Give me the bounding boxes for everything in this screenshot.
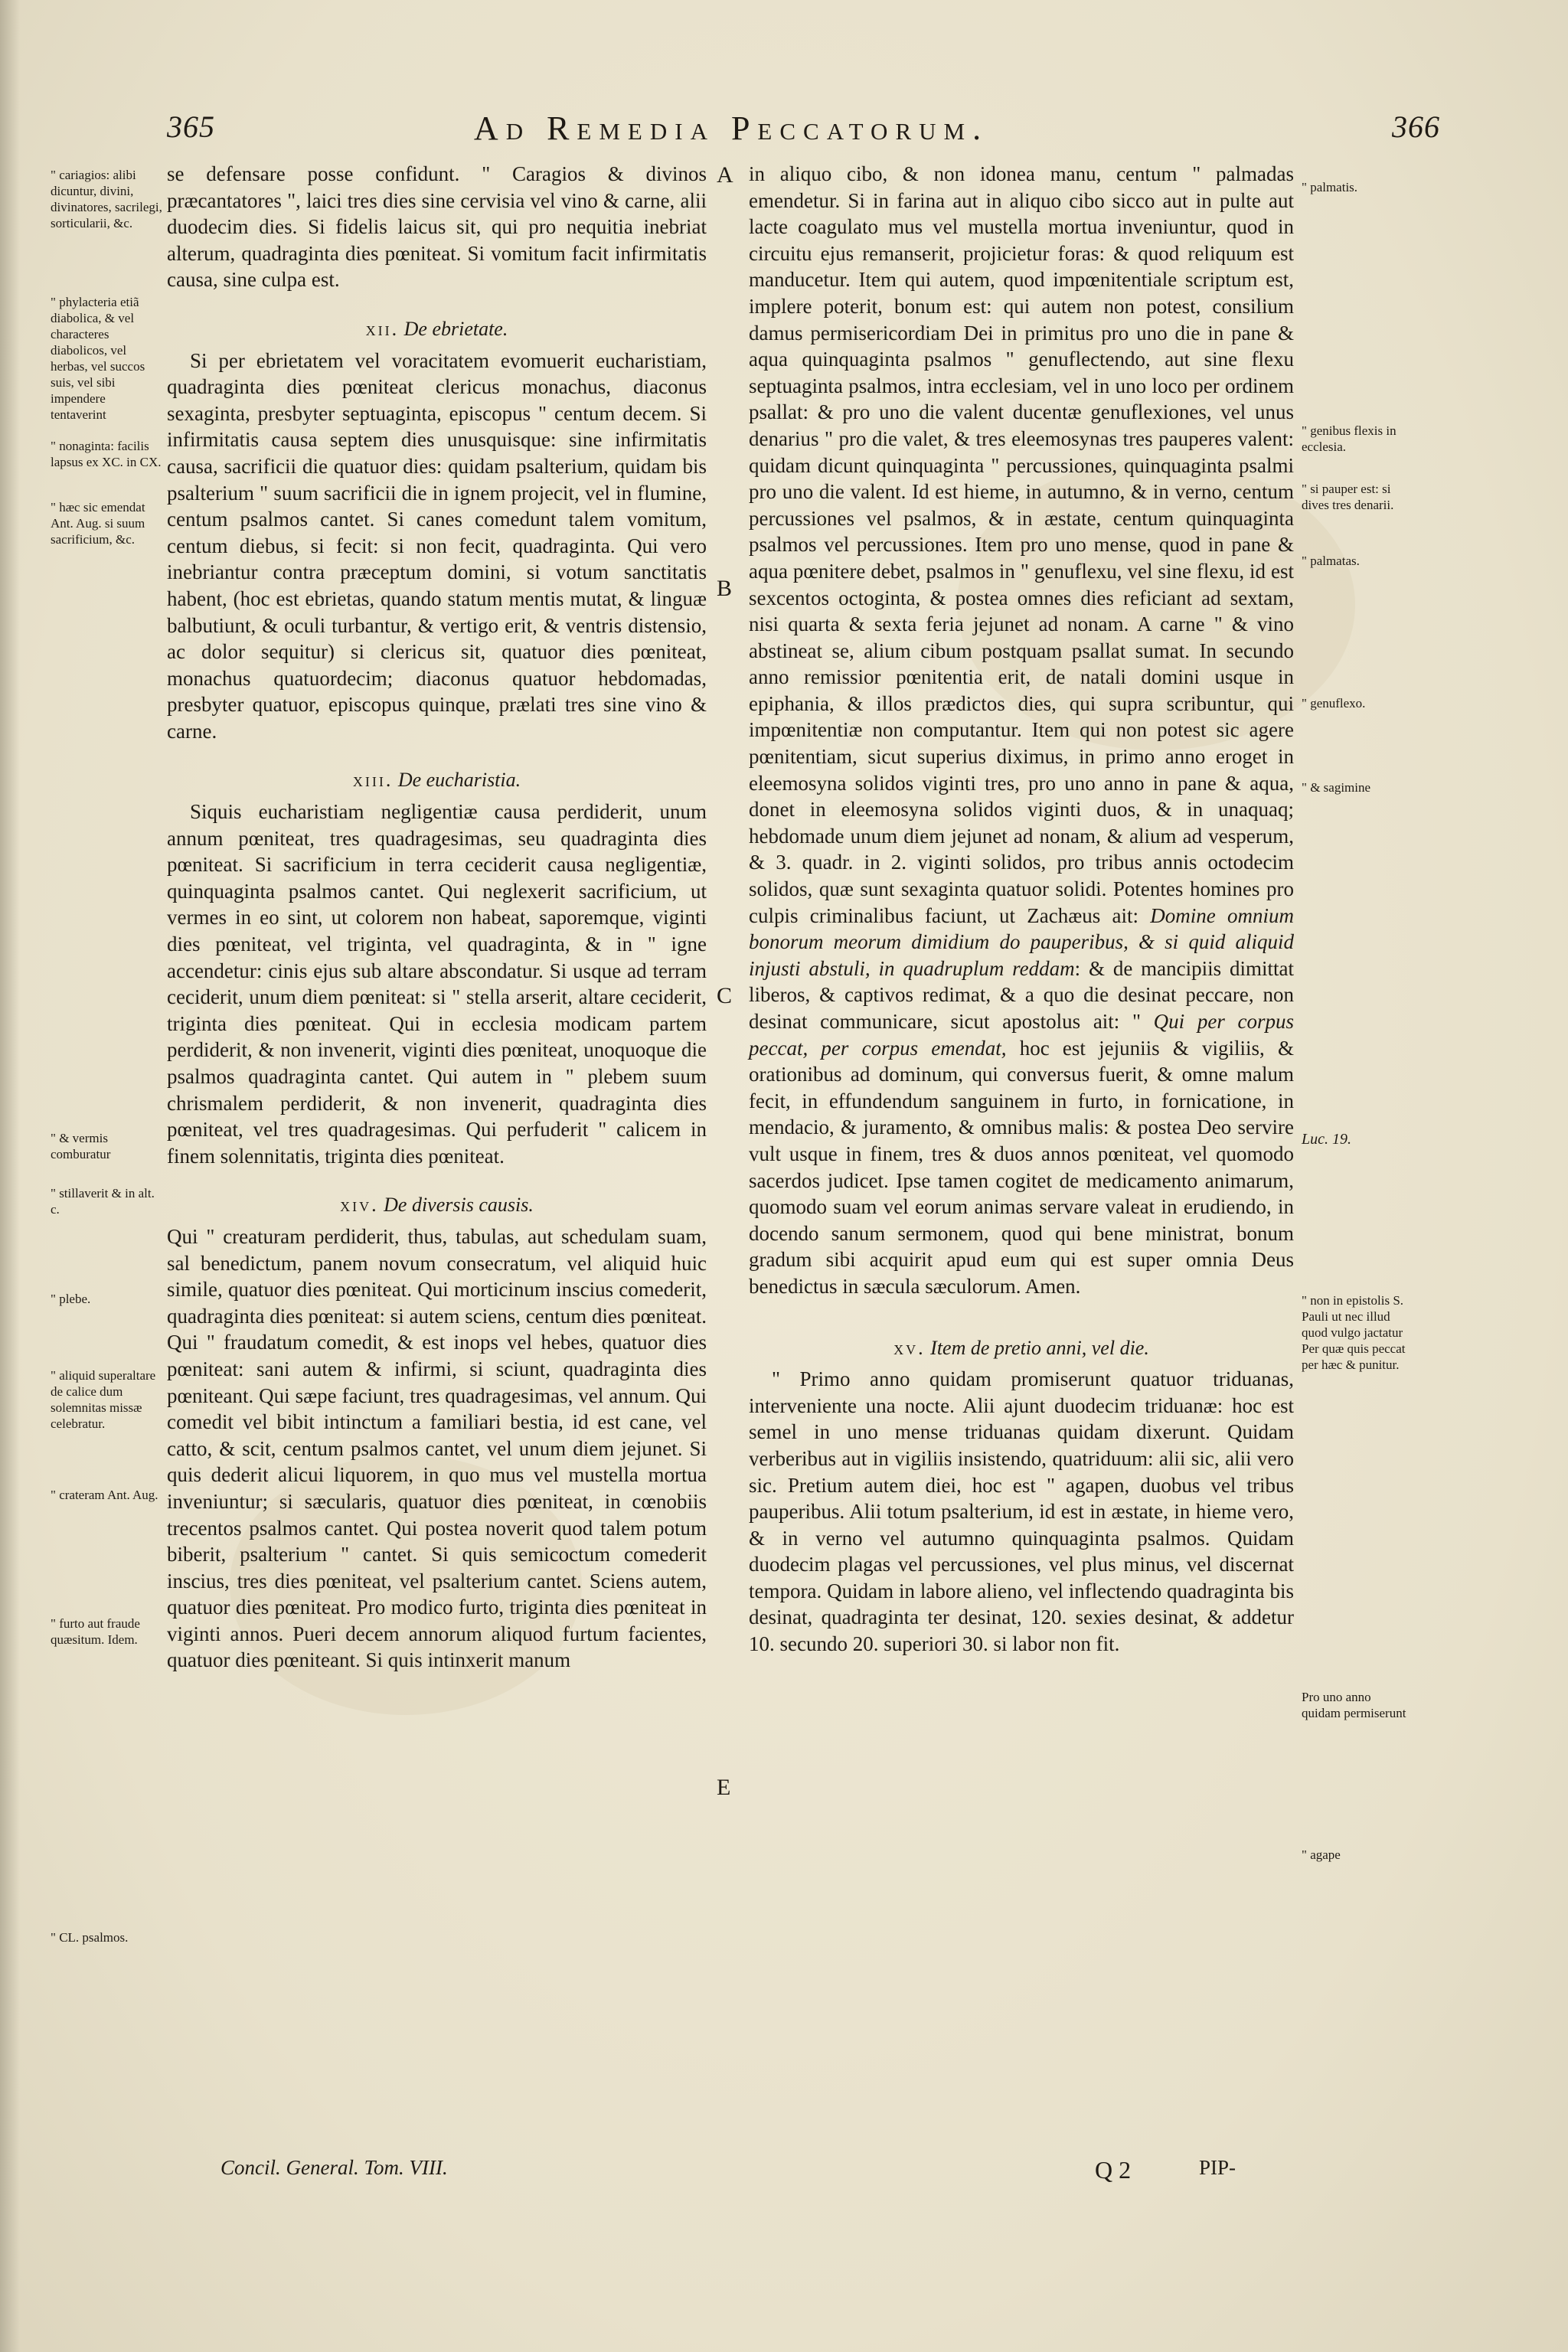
left-text-column <box>167 161 707 1674</box>
paragraph <box>749 161 1294 1300</box>
margin-note-right: " palmatas. <box>1302 554 1360 568</box>
page-number-right: 366 <box>1392 109 1440 144</box>
section-title: Item de pretio anni, vel die. <box>930 1336 1149 1359</box>
section-heading <box>167 1192 707 1219</box>
section-title: De diversis causis. <box>384 1194 534 1217</box>
margin-note-right: " si pauper est: si dives tres denarii. <box>1302 482 1394 512</box>
section-marker-letter: E <box>717 1775 731 1800</box>
margin-note-left: " & vermis comburatur <box>51 1131 111 1161</box>
section-heading <box>167 316 707 343</box>
margin-note-left: " nonaginta: facilis lapsus ex XC. in CX. <box>51 439 162 469</box>
margin-note-left: " hæc sic emendat Ant. Aug. si suum sacrificium, &c. <box>51 500 145 547</box>
text-run: : & de mancipiis dimittat liberos, & captivos redimat, & a quo die desinat peccare, non desinat communicare, sicut apostolus ait: " <box>749 956 1294 1033</box>
section-marker-letter: C <box>717 983 733 1008</box>
margin-note-right: Luc. 19. <box>1302 1131 1351 1148</box>
paragraph: " Primo anno quidam promiserunt quatuor triduanas, interveniente una nocte. Alii ajunt duodecim triduanæ: hoc est semel in uno mense triduanas quidam dixerunt. Quidam verberibus aut in vigiliis insistendo, quatriduum: alii sic, alii vero sic. Pretium autem diei, hoc est " agapen, duobus vel tribus pauperibus. Alii totum psalterium, id est in æstate, in hieme vero, & in verno vel autumno quinquaginta psalmos. Quidam duodecim plagas vel percussiones, vel plus minus, vel discernat tempora. Quidam in labore alieno, vel inflectendo quadraginta bis desinat, quadraginta ter desinat, 120. sexies desinat, & addetur 10. secundo 20. superiori 30. si labor non fit. <box>749 1367 1294 1656</box>
section-title: De ebrietate. <box>403 317 508 340</box>
margin-note-right: " non in epistolis S. Pauli ut nec illud quod vulgo jactatur Per quæ quis peccat per hæc & punitur. <box>1302 1293 1406 1372</box>
paragraph: Si per ebrietatem vel voracitatem evomuerit eucharistiam, quadraginta dies pœniteat clericus monachus, diaconus sexaginta, presbyter septuaginta, episcopus " centum decem. Si infirmitatis causa septem dies unusquisque: sine infirmitatis causa, sacrificii die quatuor dies: quidam psalterium, quidam bis psalterium " suum sacrificii die in ignem projecit, vel in flumine, centum psalmos cantet. Si canes comedunt talem vomitum, centum diebus, si fecit: si non fecit, quadraginta. Qui vero inebriantur contra præceptum domini, si votum sanctitatis habent, (hoc est ebrietas, quando statum mentis mutat, & linguæ balbutiunt, & oculi turbantur, & vertigo erit, & ventris distensio, ac dolor sequitur) si clericus sit, quatuor dies pœniteat, monachus quatuordecim; diaconus quatuor hebdomadas, presbyter quatuor, episcopus quinque, prælati tres sine vino & carne. <box>167 348 707 743</box>
section-number: xiii. <box>352 769 394 792</box>
margin-note-left: " CL. psalmos. <box>51 1930 129 1945</box>
margin-note-left: " crateram Ant. Aug. <box>51 1488 158 1502</box>
section-marker-letter: A <box>717 162 733 188</box>
margin-note-left: " cariagios: alibi dicuntur, divini, divinatores, sacrilegi, sorticularii, &c. <box>51 168 162 230</box>
paragraph: se defensare posse confidunt. " Caragios & divinos præcantatores ", laici tres dies sine cervisia vel vino & carne, alii duodecim dies. Si fidelis laicus sit, qui pro nequitia inebriat alterum, quadraginta dies pœniteat. Si vomitum facit infirmitatis causa, sine culpa est. <box>167 162 707 292</box>
paragraph: Siquis eucharistiam negligentiæ causa perdiderit, unum annum pœniteat, tres quadragesimas, seu quadraginta dies pœniteat. Si sacrificium in terra ceciderit causa negligentiæ, quinquaginta psalmos cantet. Qui neglexerit sacrificium, ut vermes in eo sint, ut colorem non habeat, saporemque, viginti dies pœniteat, vel triginta, vel quadraginta, & in " igne accendetur: cinis ejus sub altare abscondatur. Si usque ad terram ceciderit, unum diem pœniteat: si " stella arserit, altare ceciderit, triginta dies pœniteat. Qui in ecclesia modicam partem perdiderit, & non invenerit, viginti dies pœniteat, unoquoque die psalmos quadraginta cantet. Qui autem in " plebem suum chrismalem perdiderit, & non invenerit, quadraginta dies pœniteat, vel tres quadragesimas. Qui perfuderit " calicem in finem solennitatis, triginta dies pœniteat. <box>167 800 707 1168</box>
right-text-column <box>749 161 1294 1658</box>
margin-note-right: " & sagimine <box>1302 780 1371 795</box>
margin-note-right: " palmatis. <box>1302 180 1358 194</box>
margin-note-right: " genuflexo. <box>1302 696 1366 710</box>
section-number: xv. <box>893 1336 926 1359</box>
scripture-quote: Qui per corpus peccat, per corpus emendat, <box>749 1010 1294 1060</box>
margin-note-left: " plebe. <box>51 1292 91 1306</box>
section-heading <box>167 767 707 794</box>
paragraph: Qui " creaturam perdiderit, thus, tabulas, aut schedulam suam, sal benedictum, panem novum consecratum, vel aliquid huic simile, quatuor dies pœniteat. Qui morticinum inscius comederit, quadraginta dies pœniteat: si autem sciens, centum dies pœniteat. Qui " fraudatum comedit, & est inops vel hebes, quatuor dies pœniteat: sani autem & infirmi, si sciunt, quadraginta dies pœniteant. Qui sæpe faciunt, tres quadragesimas, vel annum. Qui comedit vel bibit intinctum a familiari bestia, id est cane, vel catto, & scit, centum psalmos cantet, vel unum diem jejunet. Si quis dederit alicui liquorem, in quo mus vel mustella mortua inveniuntur; si sæcularis, quatuor dies pœniteat, in cœnobiis trecentos psalmos cantet. Qui postea noverit quod talem potum biberit, psalterium " cantet. Si quis semicoctum comederit inscius, tres dies pœniteat, vel psalterium cantet. Sciens autem, quatuor dies pœniteat. Pro modico furto, triginta dies pœniteat in viginti annos. Pueri decem annorum aliquod furtum facientes, quatuor dies pœniteant. Si quis intinxerit manum <box>167 1224 707 1672</box>
text-run: in aliquo cibo, & non idonea manu, centum " palmadas emendetur. Si in farina aut in aliquo cibo sicco aut in pulte aut lacte coagulato mus vel mustella mortua inveniuntur, quod in circuitu ejus remanserit, projicietur foras: & quod reliquum est manducetur. Item qui autem, quod impœnitentiale scriptum est, implere poterit, bonum est: qui autem non potest, consilium damus permisericordiam Dei in primitus pro uno die in pane & aqua quinquaginta psalmos " genuflectendo, aut sine flexu septuaginta psalmos, intra ecclesiam, vel in uno loco per ordinem psallat: & pro uno die valent ducentæ genuflexiones, vel unus denarius " pro die valet, & tres eleemosynas tres pauperes valent: quidam dicunt quinquaginta " percussiones, quinquaginta psalmi pro uno die valent. Id est hieme, in autumno, & in verno, centum percussiones vel psalmos, & in æstate, centum quinquaginta psalmos vel percussiones. Item pro uno mense, quod in pane & aqua pœnitere debet, psalmos in " genuflexu, vel sine flexu, id est sexcentos octoginta, & postea omnes dies reficiant ad sextam, nisi quarta & sexta feria jejunet ad nonam. A carne " & vino abstineat se, alium cibum postquam psallat sumat. In secundo anno remissior pœnitentia erit, de natali domini usque in epiphania, & illos prædictos dies, qui supra scribuntur, qui impœnitentiæ non computantur. Item qui non potest sic agere pœnitentiam, sicut superius diximus, in primo anno eroget in eleemosyna solidos viginti tres, pro uno anno in pane & aqua, donet in eleemosyna solidos viginti duos, & in unaquaq; hebdomade unum diem jejunet ad nonam, & alium ad vesperum, & 3. quadr. in 2. viginti solidos, pro tribus annis octodecim solidos, quæ sunt sexaginta quatuor solidi. Potentes homines pro culpis criminalibus faciunt, ut Zachæus ait: <box>749 162 1294 927</box>
running-title: Ad Remedia Peccatorum. <box>473 109 989 147</box>
running-header <box>0 109 1568 155</box>
scripture-quote: Domine omnium bonorum meorum dimidium do pauperibus, & si quid aliquid injusti abstuli, in quadruplum reddam <box>749 903 1294 980</box>
section-heading <box>749 1335 1294 1362</box>
margin-note-left: " stillaverit & in alt. c. <box>51 1186 155 1217</box>
volume-reference: Concil. General. Tom. VIII. <box>220 2156 448 2179</box>
margin-note-right: " agape <box>1302 1847 1341 1862</box>
page-number-left: 365 <box>167 109 215 144</box>
gutter-shadow <box>0 0 20 2352</box>
margin-note-right: Pro uno anno quidam permiserunt <box>1302 1690 1406 1720</box>
section-marker-letter: B <box>717 576 733 601</box>
section-number: xii. <box>365 317 400 340</box>
section-title: De eucharistia. <box>397 769 521 792</box>
margin-note-left: " aliquid superaltare de calice dum solemnitas missæ celebratur. <box>51 1368 156 1431</box>
section-number: xiv. <box>340 1194 379 1217</box>
margin-note-left: " furto aut fraude quæsitum. Idem. <box>51 1616 140 1647</box>
page-footer <box>0 2156 1568 2194</box>
margin-note-left: " phylacteria etiã diabolica, & vel characteres diabolicos, vel herbas, vel succos suis, vel sibi impendere tentaverint <box>51 295 145 422</box>
margin-note-right: " genibus flexis in ecclesia. <box>1302 423 1396 454</box>
catchword: PIP- <box>1199 2156 1236 2179</box>
text-run: hoc est jejuniis & vigiliis, & orationibus ad dominum, qui conversus fuerit, & omne malum fecit, in effundendum sanguinem in furto, in fornicatione, in mendacio, & juramento, & omnibus malis: & postea Deo servire vult usque in finem, tres & duos annos pœniteat, vel quomodo sacerdos judicet. Ipse tamen cogitet de medicamento animarum, quomodo suam vel eorum animas servare valeat in erudiendo, in docendo sanum sermonem, quod qui bene ministrat, bonum gradum sibi acquirit apud eum qui est super omnia Deus benedictus in sæcula sæculorum. Amen. <box>749 1036 1294 1298</box>
signature-mark: Q 2 <box>1095 2156 1132 2184</box>
